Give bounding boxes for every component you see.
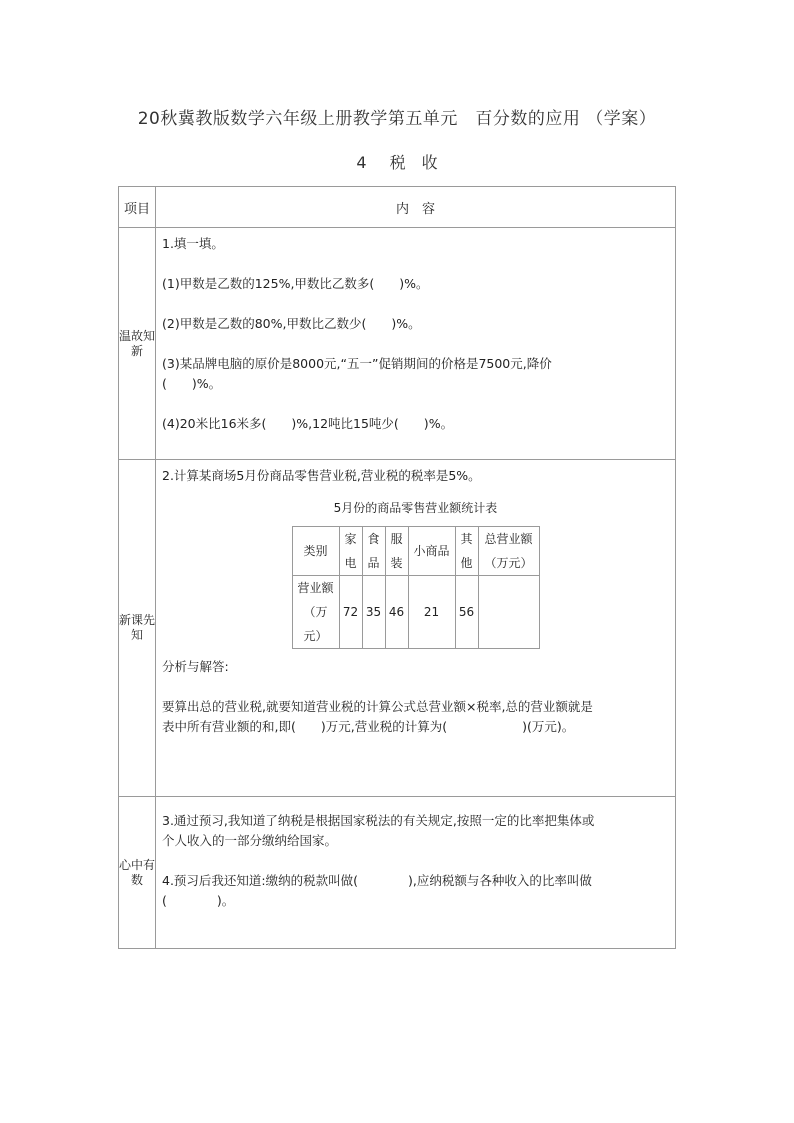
sales-header: 小商品 (408, 527, 455, 576)
document-title: 20秋冀教版数学六年级上册教学第五单元 百分数的应用 （学案） (137, 109, 657, 129)
lesson-title: 4 税 收 (356, 153, 438, 172)
study-sheet-table (118, 186, 676, 949)
sales-table-value-row (292, 576, 539, 649)
sales-header: 家电 (339, 527, 362, 576)
q3-line-1: 3.通过预习,我知道了纳税是根据国家税法的有关规定,按照一定的比率把集体或 (162, 813, 595, 828)
sales-total-blank (478, 576, 539, 649)
q2-intro: 2.计算某商场5月份商品零售营业税,营业税的税率是5%。 (162, 468, 481, 483)
q3-line-2: 个人收入的一部分缴纳给国家。 (162, 833, 338, 848)
sales-table (292, 526, 540, 649)
header-content: 内 容 (156, 187, 676, 228)
sales-header: 其他 (455, 527, 478, 576)
section-summary (119, 797, 676, 949)
q1-item-3-cont: ( )%。 (162, 376, 222, 391)
sales-header: 服装 (385, 527, 408, 576)
sales-row-label: 营业额（万元） (292, 576, 339, 649)
q1-item-1: (1)甲数是乙数的125%,甲数比乙数多( )%。 (162, 276, 429, 291)
sales-value: 72 (339, 576, 362, 649)
sales-value: 46 (385, 576, 408, 649)
section-label-preview: 新课先知 (119, 460, 156, 797)
table-header-row (119, 187, 676, 228)
sales-value: 56 (455, 576, 478, 649)
sales-header: 总营业额（万元） (478, 527, 539, 576)
sales-table-header-row (292, 527, 539, 576)
sales-value: 21 (408, 576, 455, 649)
q4-line-1: 4.预习后我还知道:缴纳的税款叫做( ),应纳税额与各种收入的比率叫做 (162, 873, 592, 888)
sales-header: 食品 (362, 527, 385, 576)
sales-header: 类别 (292, 527, 339, 576)
section-label-summary: 心中有数 (119, 797, 156, 949)
q1-item-3: (3)某品牌电脑的原价是8000元,“五一”促销期间的价格是7500元,降价 (162, 356, 552, 371)
sales-value: 35 (362, 576, 385, 649)
analysis-line-1: 要算出总的营业税,就要知道营业税的计算公式总营业额×税率,总的营业额就是 (162, 699, 593, 714)
q1-item-2: (2)甲数是乙数的80%,甲数比乙数少( )%。 (162, 316, 421, 331)
sales-table-title: 5月份的商品零售营业额统计表 (333, 501, 498, 515)
header-item: 项目 (119, 187, 156, 228)
section-preview (119, 460, 676, 797)
section-review (119, 228, 676, 460)
section-label-review: 温故知新 (119, 228, 156, 460)
q1-item-4: (4)20米比16米多( )%,12吨比15吨少( )%。 (162, 416, 454, 431)
q4-line-2: ( )。 (162, 893, 235, 908)
q1-heading: 1.填一填。 (162, 236, 224, 251)
analysis-title: 分析与解答: (162, 659, 229, 674)
analysis-line-2: 表中所有营业额的和,即( )万元,营业税的计算为( )(万元)。 (162, 719, 575, 734)
